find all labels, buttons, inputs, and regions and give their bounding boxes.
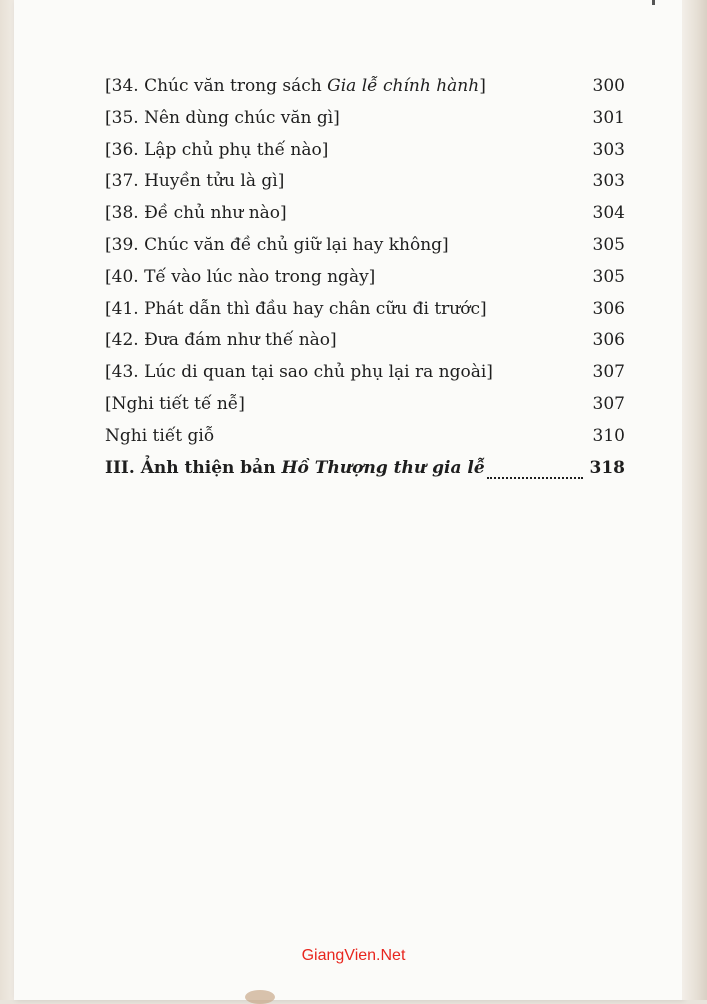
toc-entry <box>105 426 625 458</box>
toc-section-heading <box>105 458 625 490</box>
toc-entry <box>105 299 625 331</box>
watermark: GiangVien.Net <box>301 947 406 964</box>
toc-entry-title: [34. Chúc văn trong sách Gia lễ chính hành] <box>105 76 486 96</box>
toc-section-title: III. Ảnh thiện bản Hồ Thượng thư gia lễ <box>105 457 485 478</box>
toc-entry-title: [35. Nên dùng chúc văn gì] <box>105 107 340 128</box>
toc-entry-page: 310 <box>592 425 625 446</box>
toc-entry <box>105 267 625 299</box>
toc-entry-page: 301 <box>592 107 625 128</box>
toc-entry-page: 305 <box>592 234 625 255</box>
toc-entry-page: 305 <box>592 266 625 287</box>
page-right-edge <box>682 0 707 1000</box>
toc-entry-title: [40. Tế vào lúc nào trong ngày] <box>105 266 376 287</box>
toc-entry-page: 307 <box>592 362 625 383</box>
table-of-contents <box>105 76 625 489</box>
page-left-edge <box>0 0 14 1000</box>
toc-entry-page: 306 <box>592 330 625 351</box>
toc-entry-page: 304 <box>592 203 625 224</box>
toc-entry-page: 307 <box>592 393 625 414</box>
toc-entry-title: [38. Đề chủ như nào] <box>105 203 287 224</box>
toc-entry-page: 306 <box>592 298 625 319</box>
toc-entry <box>105 171 625 203</box>
toc-entry-title: [43. Lúc di quan tại sao chủ phụ lại ra ngoài] <box>105 362 493 383</box>
toc-entry <box>105 76 625 108</box>
toc-entry-title: [37. Huyền tửu là gì] <box>105 171 285 192</box>
toc-entry <box>105 203 625 235</box>
toc-entry-title: Nghi tiết giỗ <box>105 425 215 446</box>
toc-entry <box>105 394 625 426</box>
toc-entry <box>105 140 625 172</box>
toc-entry-title: [Nghi tiết tế nễ] <box>105 393 245 414</box>
toc-entry-title: [42. Đưa đám như thế nào] <box>105 330 337 351</box>
toc-entry <box>105 330 625 362</box>
page-stain <box>245 990 275 1004</box>
toc-entry-title: [41. Phát dẫn thì đầu hay chân cữu đi trước] <box>105 298 487 319</box>
toc-entry-title: [36. Lập chủ phụ thế nào] <box>105 139 329 160</box>
toc-entry-title: [39. Chúc văn đề chủ giữ lại hay không] <box>105 234 449 255</box>
toc-entry <box>105 235 625 267</box>
toc-entry <box>105 108 625 140</box>
toc-section-page: 318 <box>589 457 625 478</box>
toc-entry-page: 300 <box>592 76 625 96</box>
corner-mark <box>652 0 655 5</box>
toc-entry-page: 303 <box>592 171 625 192</box>
toc-entry <box>105 362 625 394</box>
toc-entry-page: 303 <box>592 139 625 160</box>
dot-leader <box>487 476 583 479</box>
